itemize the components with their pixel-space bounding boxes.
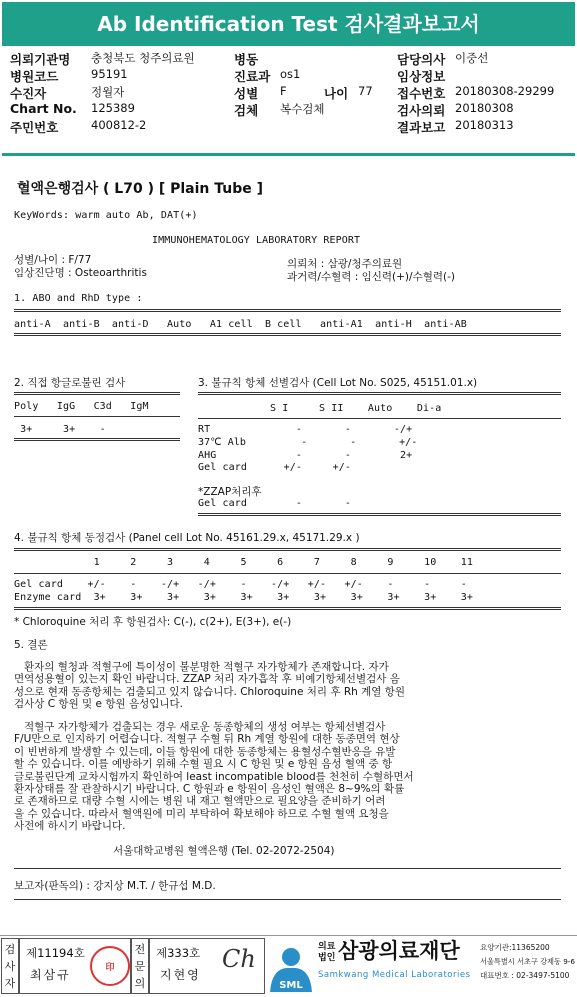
request-label: 검사의뢰 [397, 103, 446, 118]
institution-value: 충청북도 청주의료원 [91, 51, 195, 65]
reporter-line [14, 899, 561, 900]
sex-value: F [280, 84, 287, 98]
corp-label: 의료 법인 [318, 942, 336, 963]
age-label: 나이 [324, 86, 349, 101]
report-date-label: 결과보고 [397, 120, 446, 135]
facility-code: 요양기관:11365200 [480, 943, 550, 952]
inspector-box [19, 938, 131, 994]
header-separator [2, 153, 575, 156]
panel-gel-row: Gel card +/- - -/+ -/+ - -/+ +/- +/- - - - [14, 579, 467, 590]
patient-label: 수진자 [10, 86, 47, 101]
rrn-value: 400812-2 [91, 118, 147, 132]
screen-row: RT - - -/+ [198, 424, 413, 435]
footer [0, 935, 577, 997]
zzap-row: Gel card - - [198, 498, 352, 509]
inspector-name: 최삼규 [30, 968, 71, 982]
company-english: Samkwang Medical Laboratories [318, 970, 471, 980]
receipt-value: 20180308-29299 [455, 84, 555, 98]
doctor-value: 이중선 [455, 51, 489, 65]
panel-enzyme-row: Enzyme card 3+ 3+ 3+ 3+ 3+ 3+ 3+ 3+ 3+ 3+ 3+ [14, 592, 474, 603]
history: 과거력/수혈력 : 임신력(+)/수혈력(-) [287, 271, 455, 283]
signature-icon: Ch [222, 945, 256, 973]
chloroquine-note: * Chloroquine 처리 후 항원검사: C(-), c(2+), E(3+), e(-) [14, 616, 292, 628]
panel-title: 4. 불규칙 항체 동정검사 (Panel cell Lot No. 45161.29.x, 45171.29.x ) [14, 532, 360, 544]
report-date-value: 20180313 [455, 118, 514, 132]
keywords: KeyWords: warm auto Ab, DAT(+) [14, 210, 198, 221]
screen-mid-line [198, 418, 561, 419]
dat-header: Poly IgG C3d IgM [14, 401, 149, 412]
hospital-code-label: 병원코드 [10, 69, 59, 84]
screen-bottom-line [198, 513, 561, 516]
dept-value: os1 [280, 67, 301, 81]
screen-title: 3. 불규칙 항체 선별검사 (Cell Lot No. S025, 45151.01.x) [198, 377, 478, 389]
sex-label: 성별 [234, 86, 259, 101]
section-title: 혈액은행검사 ( L70 ) [ Plain Tube ] [17, 181, 264, 197]
dat-title: 2. 직접 항글로불린 검사 [14, 377, 126, 389]
abo-title: 1. ABO and RhD type : [14, 293, 143, 304]
doctor-label: 담당의사 [397, 52, 446, 67]
company-phone: 대표번호 : 02-3497-5100 [480, 971, 570, 980]
panel-header: 1 2 3 4 5 6 7 8 9 10 11 [14, 557, 474, 568]
company-address: 서울특별시 서초구 강제동 9-6 [480, 957, 575, 966]
dat-mid-line [14, 416, 180, 417]
screen-row: 37℃ Alb - - +/- [198, 437, 418, 448]
panel-bottom-line [14, 607, 561, 610]
patient-info [8, 50, 573, 152]
screen-row: AHG - - 2+ [198, 450, 413, 461]
ward-label: 병동 [234, 52, 259, 67]
rrn-label: 주민번호 [10, 120, 59, 135]
samkwang-logo-icon [266, 940, 316, 994]
zzap-note: *ZZAP처리후 [198, 486, 262, 498]
diagnosis: 임상진단명 : Osteoarthritis [14, 267, 147, 279]
abo-columns: anti-A anti-B anti-D Auto A1 cell B cell anti-A1 anti-H anti-AB [14, 319, 467, 330]
institution-label: 의뢰기관명 [10, 52, 71, 67]
reviewer-number: 제333호 [156, 946, 201, 960]
lab-signature: 서울대학교병원 혈액은행 (Tel. 02-2072-2504) [113, 845, 335, 857]
requester: 의뢰처 : 삼광/청주의료원 [287, 258, 403, 270]
reviewer-label: 전문의 [131, 938, 149, 994]
logo-mark: SML [279, 980, 303, 991]
specimen-value: 복수검체 [280, 102, 325, 116]
dat-bottom-line [14, 438, 180, 441]
conclusion-para-1: 환자의 혈청과 적혈구에 특이성이 불분명한 적혈구 자가항체가 존재합니다. 자가 면역성용혈이 있는지 확인 바랍니다. ZZAP 처리 자가흡착 후 비예기항체선별검사 음 성으로 현재 동종항체는 검출되고 있지 않습니다. Chloroquine 처리 후 Rh 계열 항원 검사상 C 항원 및 e 항원 음성입니다. [14, 661, 406, 711]
chart-value: 125389 [91, 101, 135, 115]
conclusion-para-2: 적혈구 자가항체가 검출되는 경우 새로운 동종항체의 생성 여부는 항체선별검사 F/U만으로 인지하기 어렵습니다. 적혈구 수혈 뒤 Rh 계열 항원에 대한 동종면역 현상 이 빈번하게 발생할 수 있는데, 이들 항원에 대한 동종항체는 용혈성수혈반응을 유발 할 수 있습니다. 이를 예방하기 위해 수혈 필요 시 C 항원 및 e 항원 음성 혈액 중 항 글로불린단계 교차시험까지 확인하여 least incompatible blood를 천천히 수혈하면서 환자상태를 잘 관찰하시기 바랍니다. C 항원과 e 항원이 음성인 혈액은 8~9%의 확률 로 존재하므로 대량 수혈 시에는 병원 내 재고 혈액만으로 필요양을 준비하기 어려 울 수 있습니다. 따라서 혈액원에 미리 부탁하여 확보해야 하므로 수혈 혈액 요청을 사전에 하시기 바랍니다. [14, 721, 414, 833]
hospital-code-value: 95191 [91, 67, 128, 81]
receipt-label: 접수번호 [397, 86, 446, 101]
screen-header: S I S II Auto Di-a [270, 403, 442, 414]
request-value: 20180308 [455, 101, 514, 115]
age-value: 77 [358, 84, 373, 98]
lab-report-title: IMMUNOHEMATOLOGY LABORATORY REPORT [152, 235, 361, 246]
specimen-label: 검체 [234, 103, 259, 118]
abo-bottom-line [14, 333, 561, 336]
dat-top-line [14, 392, 180, 395]
screen-row: Gel card +/- +/- [198, 462, 352, 473]
clinical-label: 임상정보 [397, 69, 446, 84]
screen-top-line [198, 392, 561, 395]
dat-values: 3+ 3+ - [14, 424, 106, 435]
panel-top-line [14, 548, 561, 551]
red-seal-icon: 印 [90, 946, 130, 986]
reviewer-box [149, 938, 265, 994]
inspector-number: 제11194호 [26, 946, 85, 960]
abo-top-line [14, 309, 561, 312]
reviewer-name: 지현영 [160, 968, 201, 982]
signature-line [14, 868, 561, 869]
company-name: 삼광의료재단 [338, 939, 460, 963]
sex-age: 성별/나이 : F/77 [14, 254, 92, 266]
dept-label: 진료과 [234, 69, 271, 84]
inspector-label: 검사자 [1, 938, 19, 994]
chart-label: Chart No. [10, 101, 77, 116]
patient-value: 정월자 [91, 85, 125, 99]
panel-mid-line [14, 573, 561, 574]
reporter: 보고자(판독의) : 강지상 M.T. / 한규섭 M.D. [14, 880, 216, 892]
report-title: Ab Identification Test 검사결과보고서 [2, 2, 575, 46]
conclusion-title: 5. 결론 [14, 639, 48, 651]
